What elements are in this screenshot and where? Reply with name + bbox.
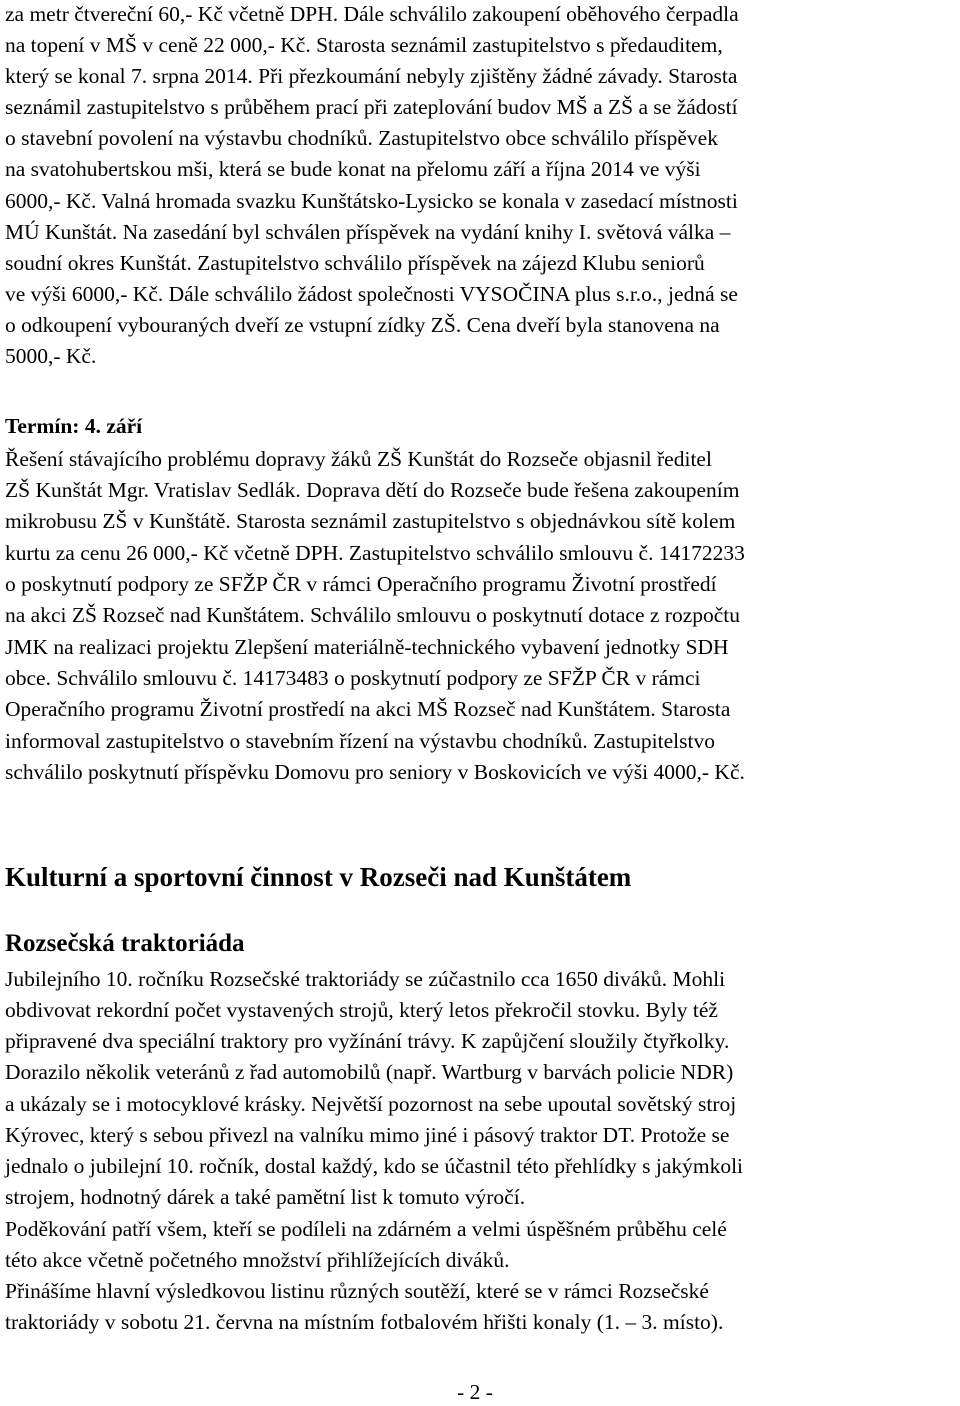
text-line: o stavební povolení na výstavbu chodníků. Zastupitelstvo obce schválilo příspěvek [5,126,718,150]
text-line: na svatohubertskou mši, která se bude konat na přelomu září a října 2014 ve výši [5,157,701,181]
page-number: - 2 - [457,1380,493,1404]
text-line: obce. Schválilo smlouvu č. 14173483 o poskytnutí podpory ze SFŽP ČR v rámci [5,666,701,690]
text-line: ZŠ Kunštát Mgr. Vratislav Sedlák. Doprava dětí do Rozseče bude řešena zakoupením [5,478,740,502]
text-line: obdivovat rekordní počet vystavených strojů, který letos překročil stovku. Byly též [5,998,718,1022]
text-line: o poskytnutí podpory ze SFŽP ČR v rámci Operačního programu Životní prostředí [5,572,717,596]
text-line: za metr čtvereční 60,- Kč včetně DPH. Dále schválilo zakoupení oběhového čerpadla [5,2,739,26]
text-line: a ukázaly se i motocyklové krásky. Největší pozornost na sebe upoutal sovětský stroj [5,1092,737,1116]
text-line: JMK na realizaci projektu Zlepšení materiálně-technického vybavení jednotky SDH [5,635,729,659]
text-line: informoval zastupitelstvo o stavebním řízení na výstavbu chodníků. Zastupitelstvo [5,729,715,753]
text-line: jednalo o jubilejní 10. ročník, dostal každý, kdo se účastnil této přehlídky s jakýmkoli [5,1154,744,1178]
text-line: Řešení stávajícího problému dopravy žáků ZŠ Kunštát do Rozseče objasnil ředitel [5,447,712,471]
text-line: na akci ZŠ Rozseč nad Kunštátem. Schválilo smlouvu o poskytnutí dotace z rozpočtu [5,603,741,627]
text-line: připravené dva speciální traktory pro vyžínání trávy. K zapůjčení sloužily čtyřkolky. [5,1029,730,1053]
text-line: o odkoupení vybouraných dveří ze vstupní zídky ZŠ. Cena dveří byla stanovena na [5,313,720,337]
text-line: který se konal 7. srpna 2014. Při přezkoumání nebyly zjištěny žádné závady. Starosta [5,64,738,88]
section-heading: Kulturní a sportovní činnost v Rozseči nad Kunštátem [5,862,632,892]
text-line: seznámil zastupitelstvo s průběhem prací při zateplování budov MŠ a ZŠ a se žádostí [5,95,738,119]
text-line: Jubilejního 10. ročníku Rozsečské traktoriády se zúčastnilo cca 1650 diváků. Mohli [5,967,726,991]
text-line: 6000,- Kč. Valná hromada svazku Kunštátsko-Lysicko se konala v zasedací místnosti [5,189,738,213]
text-line: Dorazilo několik veteránů z řad automobilů (např. Wartburg v barvách policie NDR) [5,1060,734,1084]
text-line: kurtu za cenu 26 000,- Kč včetně DPH. Zastupitelstvo schválilo smlouvu č. 14172233 [5,541,745,565]
text-line: soudní okres Kunštát. Zastupitelstvo schválilo příspěvek na zájezd Klubu seniorů [5,251,705,275]
text-line: 5000,- Kč. [5,344,97,368]
text-line: Operačního programu Životní prostředí na akci MŠ Rozseč nad Kunštátem. Starosta [5,697,731,721]
text-line: této akce včetně početného množství přihlížejících diváků. [5,1248,510,1272]
text-line: mikrobusu ZŠ v Kunštátě. Starosta seznámil zastupitelstvo s objednávkou sítě kolem [5,509,736,533]
subsection-heading: Rozsečská traktoriáda [5,930,245,957]
text-line: ve výši 6000,- Kč. Dále schválilo žádost společnosti VYSOČINA plus s.r.o., jedná se [5,282,738,306]
text-line: Poděkování patří všem, kteří se podíleli na zdárném a velmi úspěšném průběhu celé [5,1217,727,1241]
text-line: strojem, hodnotný dárek a také pamětní list k tomuto výročí. [5,1185,526,1209]
text-line: Přinášíme hlavní výsledkovou listinu různých soutěží, které se v rámci Rozsečské [5,1279,709,1303]
meeting-date-label: Termín: 4. září [5,414,143,438]
text-line: schválilo poskytnutí příspěvku Domovu pro seniory v Boskovicích ve výši 4000,- Kč. [5,760,745,784]
text-line: traktoriády v sobotu 21. června na místním fotbalovém hřišti konaly (1. – 3. místo). [5,1310,724,1334]
text-line: Kýrovec, který s sebou přivezl na valníku mimo jiné i pásový traktor DT. Protože se [5,1123,730,1147]
text-line: na topení v MŠ v ceně 22 000,- Kč. Starosta seznámil zastupitelstvo s předauditem, [5,33,723,57]
text-line: MÚ Kunštát. Na zasedání byl schválen příspěvek na vydání knihy I. světová válka – [5,220,731,244]
